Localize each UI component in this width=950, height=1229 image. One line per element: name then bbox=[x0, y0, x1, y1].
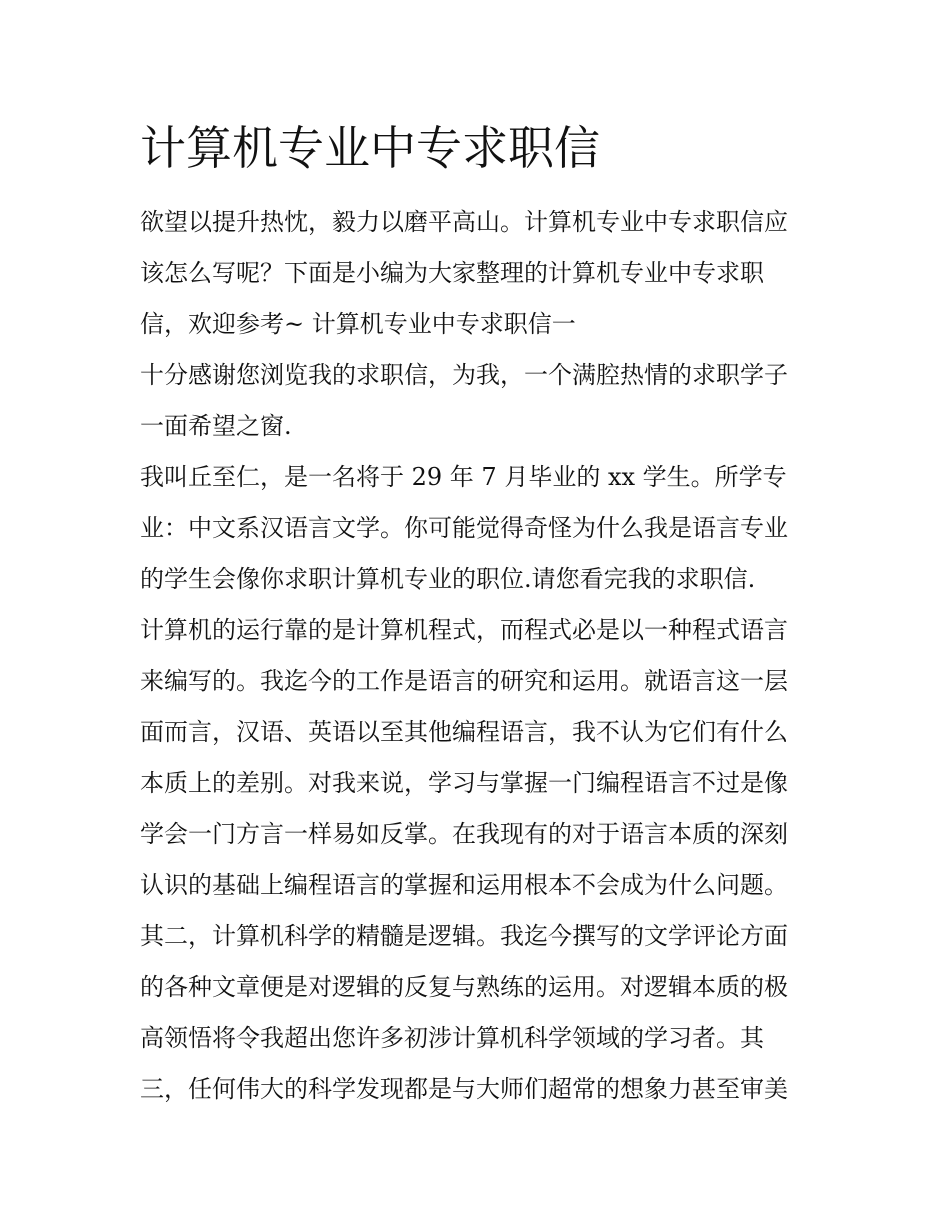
body-line: 本质上的差别。对我来说，学习与掌握一门编程语言不过是像 bbox=[140, 769, 788, 797]
body-line: 该怎么写呢？下面是小编为大家整理的计算机专业中专求职 bbox=[140, 259, 764, 287]
body-line: 一面希望之窗. bbox=[140, 412, 292, 440]
body-line: 来编写的。我迄今的工作是语言的研究和运用。就语言这一层 bbox=[140, 667, 788, 695]
document-title: 计算机专业中专求职信 bbox=[140, 121, 600, 175]
body-line: 十分感谢您浏览我的求职信，为我，一个满腔热情的求职学子 bbox=[140, 361, 788, 389]
body-line: 认识的基础上编程语言的掌握和运用根本不会成为什么问题。 bbox=[140, 871, 788, 899]
body-line: 高领悟将令我超出您许多初涉计算机科学领域的学习者。其 bbox=[140, 1024, 764, 1052]
body-line: 三，任何伟大的科学发现都是与大师们超常的想象力甚至审美 bbox=[140, 1075, 788, 1103]
body-line: 信，欢迎参考~ 计算机专业中专求职信一 bbox=[140, 310, 576, 338]
body-line: 业：中文系汉语言文学。你可能觉得奇怪为什么我是语言专业 bbox=[140, 514, 788, 542]
body-line: 其二，计算机科学的精髓是逻辑。我迄今撰写的文学评论方面 bbox=[140, 922, 788, 950]
body-line: 我叫丘至仁，是一名将于 29 年 7 月毕业的 xx 学生。所学专 bbox=[140, 463, 787, 491]
body-line: 学会一门方言一样易如反掌。在我现有的对于语言本质的深刻 bbox=[140, 820, 788, 848]
body-line: 的学生会像你求职计算机专业的职位.请您看完我的求职信. bbox=[140, 565, 756, 593]
body-line: 计算机的运行靠的是计算机程式，而程式必是以一种程式语言 bbox=[140, 616, 788, 644]
body-line: 的各种文章便是对逻辑的反复与熟练的运用。对逻辑本质的极 bbox=[140, 973, 788, 1001]
body-line: 面而言，汉语、英语以至其他编程语言，我不认为它们有什么 bbox=[140, 718, 788, 746]
body-line: 欲望以提升热忱，毅力以磨平高山。计算机专业中专求职信应 bbox=[140, 208, 788, 236]
